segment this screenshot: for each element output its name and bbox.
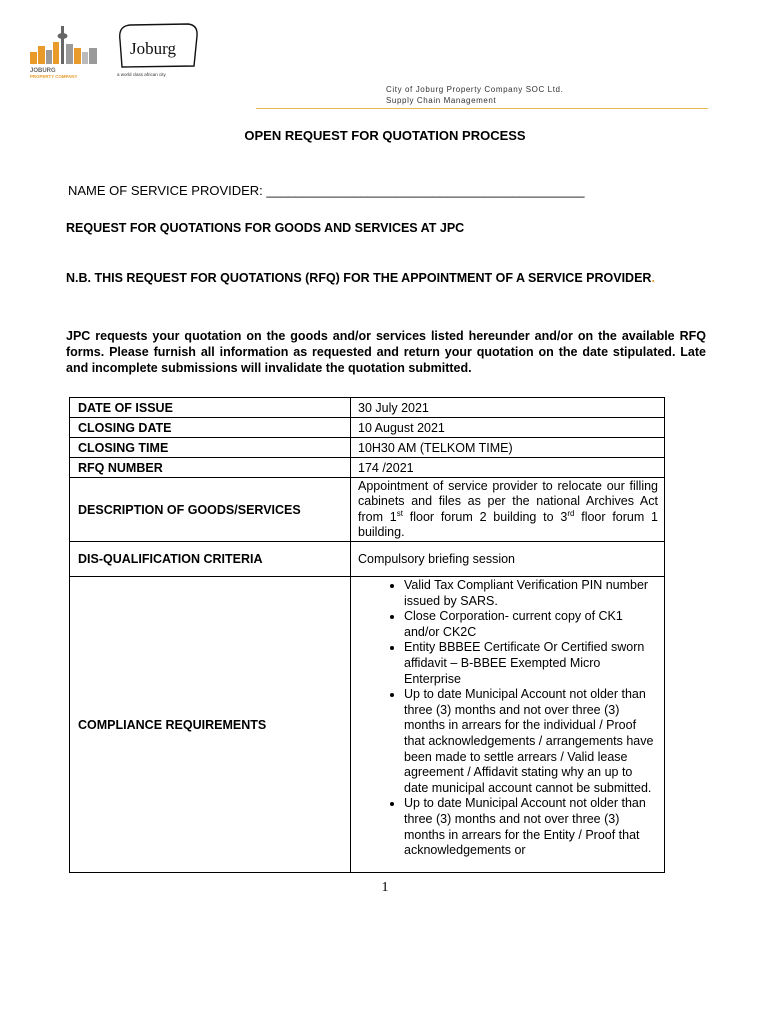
description-text-1: Appointment of service provider to relocate our filling cabinets and files as per the national Archives Act from 1 — [358, 478, 658, 524]
closing-date-value: 10 August 2021 — [351, 418, 665, 438]
header-divider — [256, 108, 708, 109]
description-sup-2: rd — [567, 508, 575, 518]
rfq-details-table — [69, 397, 665, 873]
intro-paragraph: JPC requests your quotation on the goods and/or services listed hereunder and/or on the available RFQ forms. Please furnish all information as requested and return your quotation on the date stipulated. Late and incomplete submissions will invalidate the quotation submitted. — [66, 329, 706, 375]
compliance-value — [351, 577, 665, 873]
row-label: DATE OF ISSUE — [70, 398, 351, 418]
document-title: OPEN REQUEST FOR QUOTATION PROCESS — [244, 128, 526, 143]
jpc-logo-text-2: PROPERTY COMPANY — [30, 74, 78, 79]
joburg-logo-text: Joburg — [130, 39, 176, 58]
nb-notice-text: N.B. THIS REQUEST FOR QUOTATIONS (RFQ) FOR THE APPOINTMENT OF A SERVICE PROVIDER — [66, 271, 652, 285]
rfq-number-value: 174 /2021 — [351, 458, 665, 478]
table-row — [70, 577, 665, 873]
row-label: DESCRIPTION OF GOODS/SERVICES — [70, 478, 351, 542]
nb-notice — [66, 266, 706, 290]
description-text-2: floor forum 2 building to 3 — [402, 509, 568, 524]
row-label: CLOSING DATE — [70, 418, 351, 438]
table-row — [70, 418, 665, 438]
list-item: • Up to date Municipal Account not older than three (3) months and not over three (3) months in arrears for the Entity / Proof that acknowledgements or — [404, 796, 658, 858]
list-item: • Close Corporation- current copy of CK1 and/or CK2C — [404, 609, 658, 640]
table-row — [70, 398, 665, 418]
disqualification-value: Compulsory briefing session — [351, 542, 665, 577]
service-provider-name-field: NAME OF SERVICE PROVIDER: ____________________________________________ — [68, 183, 585, 198]
table-row — [70, 478, 665, 542]
row-label: DIS-QUALIFICATION CRITERIA — [70, 542, 351, 577]
department-name: Supply Chain Management — [386, 96, 497, 105]
nb-notice-dot: . — [651, 271, 655, 285]
page-number: 1 — [381, 880, 389, 895]
date-of-issue-value: 30 July 2021 — [351, 398, 665, 418]
joburg-logo — [114, 22, 200, 78]
list-item: • Valid Tax Compliant Verification PIN number issued by SARS. — [404, 578, 658, 609]
jpc-logo-text-1: JOBURG — [30, 68, 56, 74]
description-sup-1: st — [396, 508, 403, 518]
table-row — [70, 542, 665, 577]
description-text-3: floor forum 1 building. — [358, 509, 659, 539]
closing-time-value: 10H30 AM (TELKOM TIME) — [351, 438, 665, 458]
row-label: CLOSING TIME — [70, 438, 351, 458]
company-name: City of Joburg Property Company SOC Ltd. — [386, 85, 564, 94]
table-row — [70, 458, 665, 478]
table-row — [70, 438, 665, 458]
list-item: • Entity BBBEE Certificate Or Certified sworn affidavit – B-BBEE Exempted Micro Enterprise — [404, 640, 658, 687]
joburg-tagline: a world class african city — [117, 72, 166, 77]
description-value — [351, 478, 665, 542]
rfq-heading: REQUEST FOR QUOTATIONS FOR GOODS AND SERVICES AT JPC — [66, 221, 465, 235]
company-block — [386, 84, 563, 106]
row-label: COMPLIANCE REQUIREMENTS — [70, 577, 351, 873]
list-item: • Up to date Municipal Account not older than three (3) months and not over three (3) months in arrears for the individual / Proof that acknowledgements / arrangements have been made to settle arrears / Valid lease agreement / Affidavit stating why an up to date municipal account cannot be submitted. — [404, 687, 658, 796]
jpc-logo — [28, 22, 100, 80]
compliance-list — [358, 578, 658, 859]
row-label: RFQ NUMBER — [70, 458, 351, 478]
